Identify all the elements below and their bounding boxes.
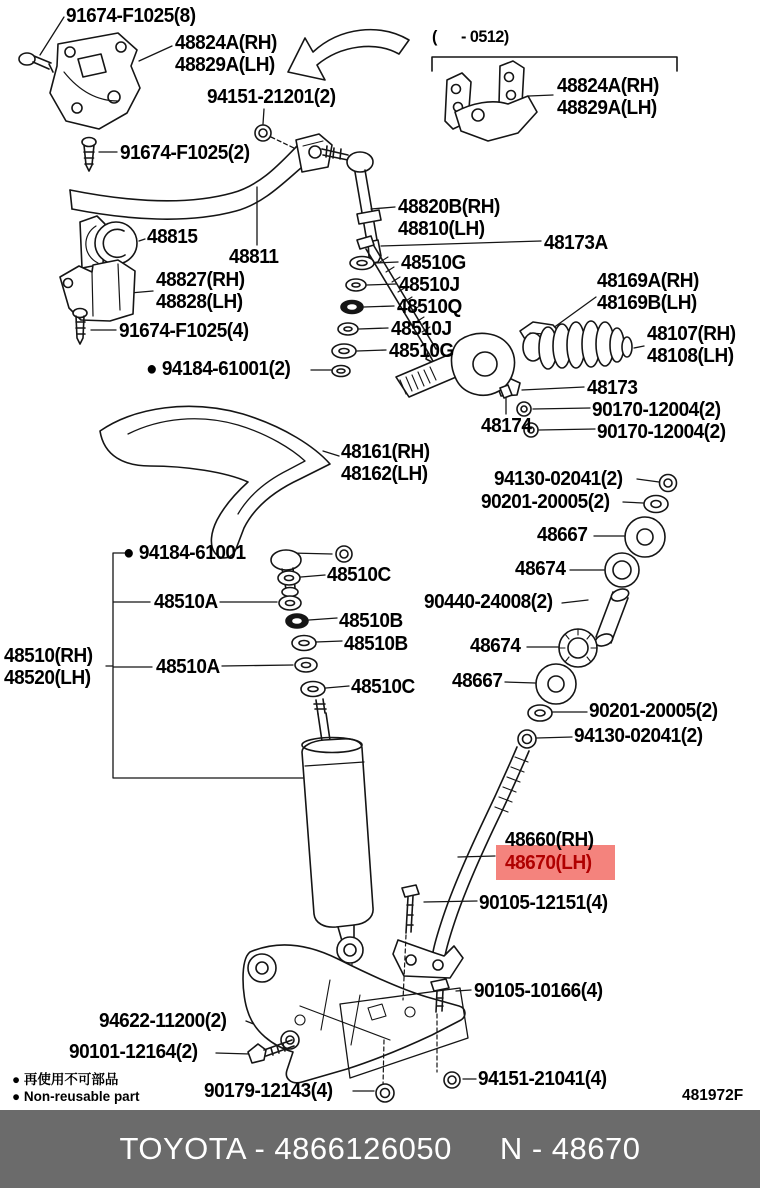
- part-number-90179-12143[interactable]: 90179-12143(4): [204, 1080, 333, 1102]
- part-number-91674-f1025-4[interactable]: 91674-F1025(4): [119, 320, 249, 342]
- part-number-48510a-1[interactable]: 48510A: [154, 591, 218, 613]
- part-number-48161-rh[interactable]: 48161(RH): [341, 441, 430, 463]
- footer-catalog-number: TOYOTA - 4866126050: [119, 1131, 452, 1166]
- part-number-48169a-rh[interactable]: 48169A(RH): [597, 270, 699, 292]
- part-number-48820b-rh[interactable]: 48820B(RH): [398, 196, 500, 218]
- part-number-90201-20005-a[interactable]: 90201-20005(2): [481, 491, 610, 513]
- non-reusable-bullet: ●: [12, 1089, 21, 1104]
- production-date-note: ( - 0512): [432, 27, 509, 46]
- part-number-94184-61001-2[interactable]: ● 94184-61001(2): [146, 358, 291, 380]
- part-number-48108-lh[interactable]: 48108(LH): [647, 345, 734, 367]
- part-number-48173a[interactable]: 48173A: [544, 232, 608, 254]
- part-number-48829a-lh-right[interactable]: 48829A(LH): [557, 97, 657, 119]
- direction-arrow-art: [288, 30, 409, 80]
- legend: [12, 1071, 139, 1105]
- part-number-48824a-rh-right[interactable]: 48824A(RH): [557, 75, 659, 97]
- part-number-48510j-1[interactable]: 48510J: [399, 274, 460, 296]
- part-number-48510b-2[interactable]: 48510B: [344, 633, 408, 655]
- part-number-48510q[interactable]: 48510Q: [397, 296, 462, 318]
- part-number-90170-12004-b[interactable]: 90170-12004(2): [597, 421, 726, 443]
- part-number-48827-rh[interactable]: 48827(RH): [156, 269, 245, 291]
- part-number-48828-lh[interactable]: 48828(LH): [156, 291, 243, 313]
- part-number-48674-a[interactable]: 48674: [515, 558, 566, 580]
- part-number-48674-b[interactable]: 48674: [470, 635, 521, 657]
- part-number-48107-rh[interactable]: 48107(RH): [647, 323, 736, 345]
- part-number-48667-b[interactable]: 48667: [452, 670, 503, 692]
- part-number-90201-20005-b[interactable]: 90201-20005(2): [589, 700, 718, 722]
- part-number-90440-24008[interactable]: 90440-24008(2): [424, 591, 553, 613]
- non-reusable-bullet: ●: [12, 1072, 21, 1087]
- part-number-48667-a[interactable]: 48667: [537, 524, 588, 546]
- part-number-48510-rh[interactable]: 48510(RH): [4, 645, 93, 667]
- part-number-90101-12164[interactable]: 90101-12164(2): [69, 1041, 198, 1063]
- non-reusable-bullet: ●: [146, 358, 158, 380]
- part-number-90170-12004-a[interactable]: 90170-12004(2): [592, 399, 721, 421]
- bushing-48815-art: [80, 216, 137, 268]
- part-number-48510b-1[interactable]: 48510B: [339, 610, 403, 632]
- part-number-94151-21201[interactable]: 94151-21201(2): [207, 86, 336, 108]
- part-number-48824a-rh-left[interactable]: 48824A(RH): [175, 32, 277, 54]
- part-number-91674-f1025-8[interactable]: 91674-F1025(8): [66, 5, 196, 27]
- non-reusable-bullet: ●: [123, 542, 135, 564]
- part-number-48510a-2[interactable]: 48510A: [156, 656, 220, 678]
- part-number-48510g-1[interactable]: 48510G: [401, 252, 466, 274]
- part-number-91674-f1025-2[interactable]: 91674-F1025(2): [120, 142, 250, 164]
- part-number-94151-21041[interactable]: 94151-21041(4): [478, 1068, 607, 1090]
- part-number-94184-61001[interactable]: ● 94184-61001: [123, 542, 246, 564]
- part-number-48169b-lh[interactable]: 48169B(LH): [597, 292, 697, 314]
- washer-stack-upper-art: [332, 257, 374, 377]
- nut-94151-21201-art: [255, 125, 296, 149]
- part-number-48510c-1[interactable]: 48510C: [327, 564, 391, 586]
- bracket-48824a-left-art: [19, 33, 140, 129]
- clamp-48827-art: [60, 260, 135, 321]
- part-number-48510j-2[interactable]: 48510J: [391, 318, 452, 340]
- screw-art-1: [82, 138, 96, 172]
- part-number-90105-10166[interactable]: 90105-10166(4): [474, 980, 603, 1002]
- footer-part-group: N - 48670: [499, 1131, 641, 1166]
- part-number-48811[interactable]: 48811: [229, 246, 279, 268]
- footer-bar: [0, 1110, 760, 1188]
- legend-jp: ● 再使用不可部品: [12, 1072, 119, 1087]
- part-number-94130-02041-a[interactable]: 94130-02041(2): [494, 468, 623, 490]
- part-number-48829a-lh-left[interactable]: 48829A(LH): [175, 54, 275, 76]
- part-number-48660-rh[interactable]: 48660(RH): [505, 829, 594, 851]
- part-number-48815[interactable]: 48815: [147, 226, 198, 248]
- figure-code: 481972F: [682, 1087, 744, 1104]
- part-number-48174[interactable]: 48174: [481, 415, 532, 437]
- part-number-94130-02041-b[interactable]: 94130-02041(2): [574, 725, 703, 747]
- part-number-48162-lh[interactable]: 48162(LH): [341, 463, 428, 485]
- upper-control-arm-art: [100, 406, 330, 596]
- part-number-48520-lh[interactable]: 48520(LH): [4, 667, 91, 689]
- legend-en: ● Non-reusable part: [12, 1089, 140, 1104]
- part-number-90105-12151[interactable]: 90105-12151(4): [479, 892, 608, 914]
- part-number-48510g-2[interactable]: 48510G: [389, 340, 454, 362]
- part-number-94622-11200[interactable]: 94622-11200(2): [99, 1010, 227, 1032]
- screw-art-2: [73, 309, 87, 345]
- part-number-48510c-2[interactable]: 48510C: [351, 676, 415, 698]
- part-number-48670-lh-selected[interactable]: 48670(LH): [505, 852, 592, 874]
- part-number-48810-lh[interactable]: 48810(LH): [398, 218, 485, 240]
- part-number-48173[interactable]: 48173: [587, 377, 638, 399]
